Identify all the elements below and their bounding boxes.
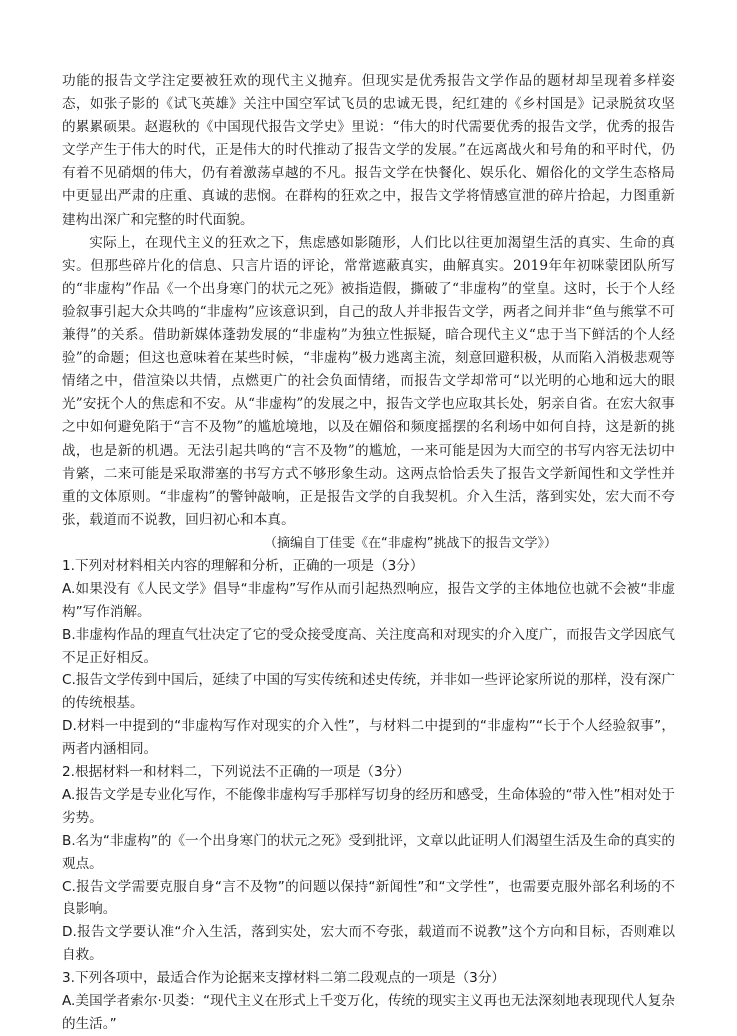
option-b[interactable]: B.非虚构作品的理直气壮决定了它的受众接受度高、关注度高和对现实的介入度广，而报告文学因底气不足正好相反。 bbox=[62, 626, 675, 666]
question-3 bbox=[62, 967, 675, 1036]
question-2 bbox=[62, 761, 675, 967]
question-1 bbox=[62, 555, 675, 761]
option-c[interactable]: C.报告文学需要克服自身“言不及物”的问题以保持“新闻性”和“文学性”，也需要克服外部名利场的不良影响。 bbox=[62, 878, 675, 918]
question-stem: 3.下列各项中，最适合作为论据来支撑材料二第二段观点的一项是（3分） bbox=[62, 970, 506, 987]
option-b[interactable]: B.名为“非虚构”的《一个出身寒门的状元之死》受到批评，文章以此证明人们渴望生活及生命的真实的观点。 bbox=[62, 832, 675, 872]
option-a[interactable]: A.如果没有《人民文学》倡导“非虚构”写作从而引起热烈响应，报告文学的主体地位也就不会被“非虚构”写作消解。 bbox=[62, 580, 675, 620]
option-a[interactable]: A.美国学者索尔·贝娄：“现代主义在形式上千变万化，传统的现实主义再也无法深刻地表现现代人复杂的生活。” bbox=[62, 993, 675, 1032]
passage-paragraph-2: 实际上，在现代主义的狂欢之下，焦虑感如影随形，人们比以往更加渴望生活的真实、生命的真实。但那些碎片化的信息、只言片语的评论，常常遮蔽真实，曲解真实。2019年年初咪蒙团队所写的“非虚构”作品《一个出身寒门的状元之死》被指造假，撕破了“非虚构”的堂皇。这时，长于个人经验叙事引起大众共鸣的“非虚构”应该意识到，自己的敌人并非报告文学，两者之间并非“鱼与熊掌不可兼得”的关系。借助新媒体蓬勃发展的“非虚构”为独立性振疑，暗合现代主义“忠于当下鲜活的个人经验”的命题；但这也意味着在某些时候，“非虚构”极力逃离主流，刻意回避积极，从而陷入消极悲观等情绪之中，借渲染以共情，点燃更广的社会负面情绪，而报告文学却常可“以光明的心地和远大的眼光”安抚个人的焦虑和不安。从“非虚构”的发展之中，报告文学也应取其长处，躬亲自省。在宏大叙事之中如何避免陷于“言不及物”的尴尬境地，以及在媚俗和频度摇摆的名利场中如何自持，这是新的挑战，也是新的机遇。无法引起共鸣的“言不及物”的尴尬，一来可能是因为大而空的书写内容无法切中肯綮，二来可能是采取滞塞的书写方式不够形象生动。这两点恰恰丢失了报告文学新闻性和文学性并重的文体原则。“非虚构”的警钟敲响，正是报告文学的自我契机。介入生活，落到实处，宏大而不夸张，载道而不说教，回归初心和本真。 bbox=[62, 234, 675, 528]
question-stem: 1.下列对材料相关内容的理解和分析，正确的一项是（3分） bbox=[62, 557, 424, 574]
option-d[interactable]: D.报告文学要认准“介入生活，落到实处，宏大而不夸张，载道而不说教”这个方向和目标，否则难以自救。 bbox=[62, 924, 675, 964]
option-d[interactable]: D.材料一中提到的“非虚构写作对现实的介入性”，与材料二中提到的“非虚构”“长于个人经验叙事”，两者内涵相同。 bbox=[62, 718, 675, 758]
passage-paragraph-1: 功能的报告文学注定要被狂欢的现代主义抛弃。但现实是优秀报告文学作品的题材却呈现着多样姿态，如张子影的《试飞英雄》关注中国空军试飞员的忠诚无畏，纪红建的《乡村国是》记录脱贫攻坚的累累硕果。赵遐秋的《中国现代报告文学史》里说：“伟大的时代需要优秀的报告文学，优秀的报告文学产生于伟大的时代，正是伟大的时代推动了报告文学的发展。”在远离战火和号角的和平时代，仍有着不见硝烟的伟大，仍有着激荡卓越的不凡。报告文学在快餐化、娱乐化、媚俗化的文学生态格局中更显出严肃的庄重、真诚的悲悯。在群构的狂欢之中，报告文学将情感宣泄的碎片拾起，力图重新建构出深广和完整的时代面貌。 bbox=[62, 73, 675, 228]
passage-source: （摘编自丁佳雯《在“非虚构”挑战下的报告文学》） bbox=[264, 535, 557, 551]
option-c[interactable]: C.报告文学传到中国后，延续了中国的写实传统和述史传统，并非如一些评论家所说的那样，没有深广的传统根基。 bbox=[62, 672, 675, 712]
option-a[interactable]: A.报告文学是专业化写作，不能像非虚构写手那样写切身的经历和感受，生命体验的“带入性”相对处于劣势。 bbox=[62, 786, 675, 826]
question-stem: 2.根据材料一和材料二，下列说法不正确的一项是（3分） bbox=[62, 764, 410, 781]
